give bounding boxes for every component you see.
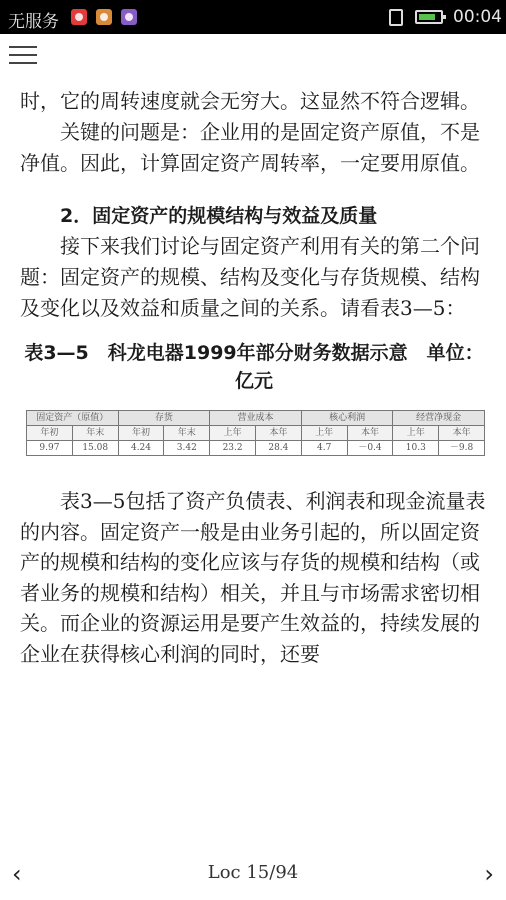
table-subheader-cell: 年初 bbox=[27, 426, 73, 441]
table-cell: －0.4 bbox=[347, 441, 393, 456]
status-bar bbox=[0, 0, 506, 34]
table-subheader-cell: 年末 bbox=[164, 426, 210, 441]
previous-page-button[interactable]: ‹ bbox=[12, 860, 22, 888]
reader-footer bbox=[0, 858, 506, 892]
clock: 00:04 bbox=[453, 7, 502, 27]
table-header-cell: 经营净现金 bbox=[393, 411, 485, 426]
table-subheader-cell: 本年 bbox=[347, 426, 393, 441]
table-subheader-cell: 上年 bbox=[210, 426, 256, 441]
app-notification-icon bbox=[71, 9, 87, 25]
location-indicator: Loc 15/94 bbox=[207, 862, 299, 883]
sim-card-icon bbox=[389, 9, 403, 26]
table-title: 表3—5 科龙电器1999年部分财务数据示意 单位：亿元 bbox=[24, 342, 484, 392]
table-subheader-cell: 本年 bbox=[255, 426, 301, 441]
table-subheader-cell: 年初 bbox=[118, 426, 164, 441]
table-cell: 3.42 bbox=[164, 441, 210, 456]
table-cell: 10.3 bbox=[393, 441, 439, 456]
app-notification-icon bbox=[121, 9, 137, 25]
table-cell: 9.97 bbox=[27, 441, 73, 456]
table-header-cell: 存货 bbox=[118, 411, 210, 426]
book-page bbox=[20, 86, 488, 669]
table-subheader-row bbox=[27, 426, 485, 441]
table-cell: －9.8 bbox=[439, 441, 485, 456]
financial-data-table bbox=[26, 410, 485, 456]
table-cell: 4.7 bbox=[301, 441, 347, 456]
battery-icon bbox=[415, 10, 443, 24]
table-cell: 15.08 bbox=[72, 441, 118, 456]
carrier-label: 无服务 bbox=[8, 12, 59, 32]
paragraph: 接下来我们讨论与固定资产利用有关的第二个问题：固定资产的规模、结构及变化与存货规模、结构及变化以及效益和质量之间的关系。请看表3—5： bbox=[20, 234, 480, 320]
table-header-row bbox=[27, 411, 485, 426]
table-subheader-cell: 上年 bbox=[393, 426, 439, 441]
table-header-cell: 固定资产（原值） bbox=[27, 411, 119, 426]
table-subheader-cell: 年末 bbox=[72, 426, 118, 441]
paragraph: 表3—5包括了资产负债表、利润表和现金流量表的内容。固定资产一般是由业务引起的，所以固定资产的规模和结构的变化应该与存货的规模和结构（或者业务的规模和结构）相关，并且与市场需求密切相关。而企业的资源运用是要产生效益的，持续发展的企业在获得核心利润的同时，还要 bbox=[20, 489, 486, 666]
table-subheader-cell: 本年 bbox=[439, 426, 485, 441]
next-page-button[interactable]: › bbox=[484, 860, 494, 888]
table-header-cell: 营业成本 bbox=[210, 411, 302, 426]
hamburger-menu-icon[interactable] bbox=[9, 46, 37, 68]
table-row bbox=[27, 441, 485, 456]
table-header-cell: 核心利润 bbox=[301, 411, 393, 426]
section-heading: 2．固定资产的规模结构与效益及质量 bbox=[60, 205, 378, 227]
app-notification-icon bbox=[96, 9, 112, 25]
table-subheader-cell: 上年 bbox=[301, 426, 347, 441]
table-cell: 28.4 bbox=[255, 441, 301, 456]
paragraph: 关键的问题是：企业用的是固定资产原值，不是净值。因此，计算固定资产周转率，一定要用原值。 bbox=[20, 120, 480, 175]
table-cell: 23.2 bbox=[210, 441, 256, 456]
paragraph: 时，它的周转速度就会无穷大。这显然不符合逻辑。 bbox=[20, 89, 480, 113]
table-cell: 4.24 bbox=[118, 441, 164, 456]
